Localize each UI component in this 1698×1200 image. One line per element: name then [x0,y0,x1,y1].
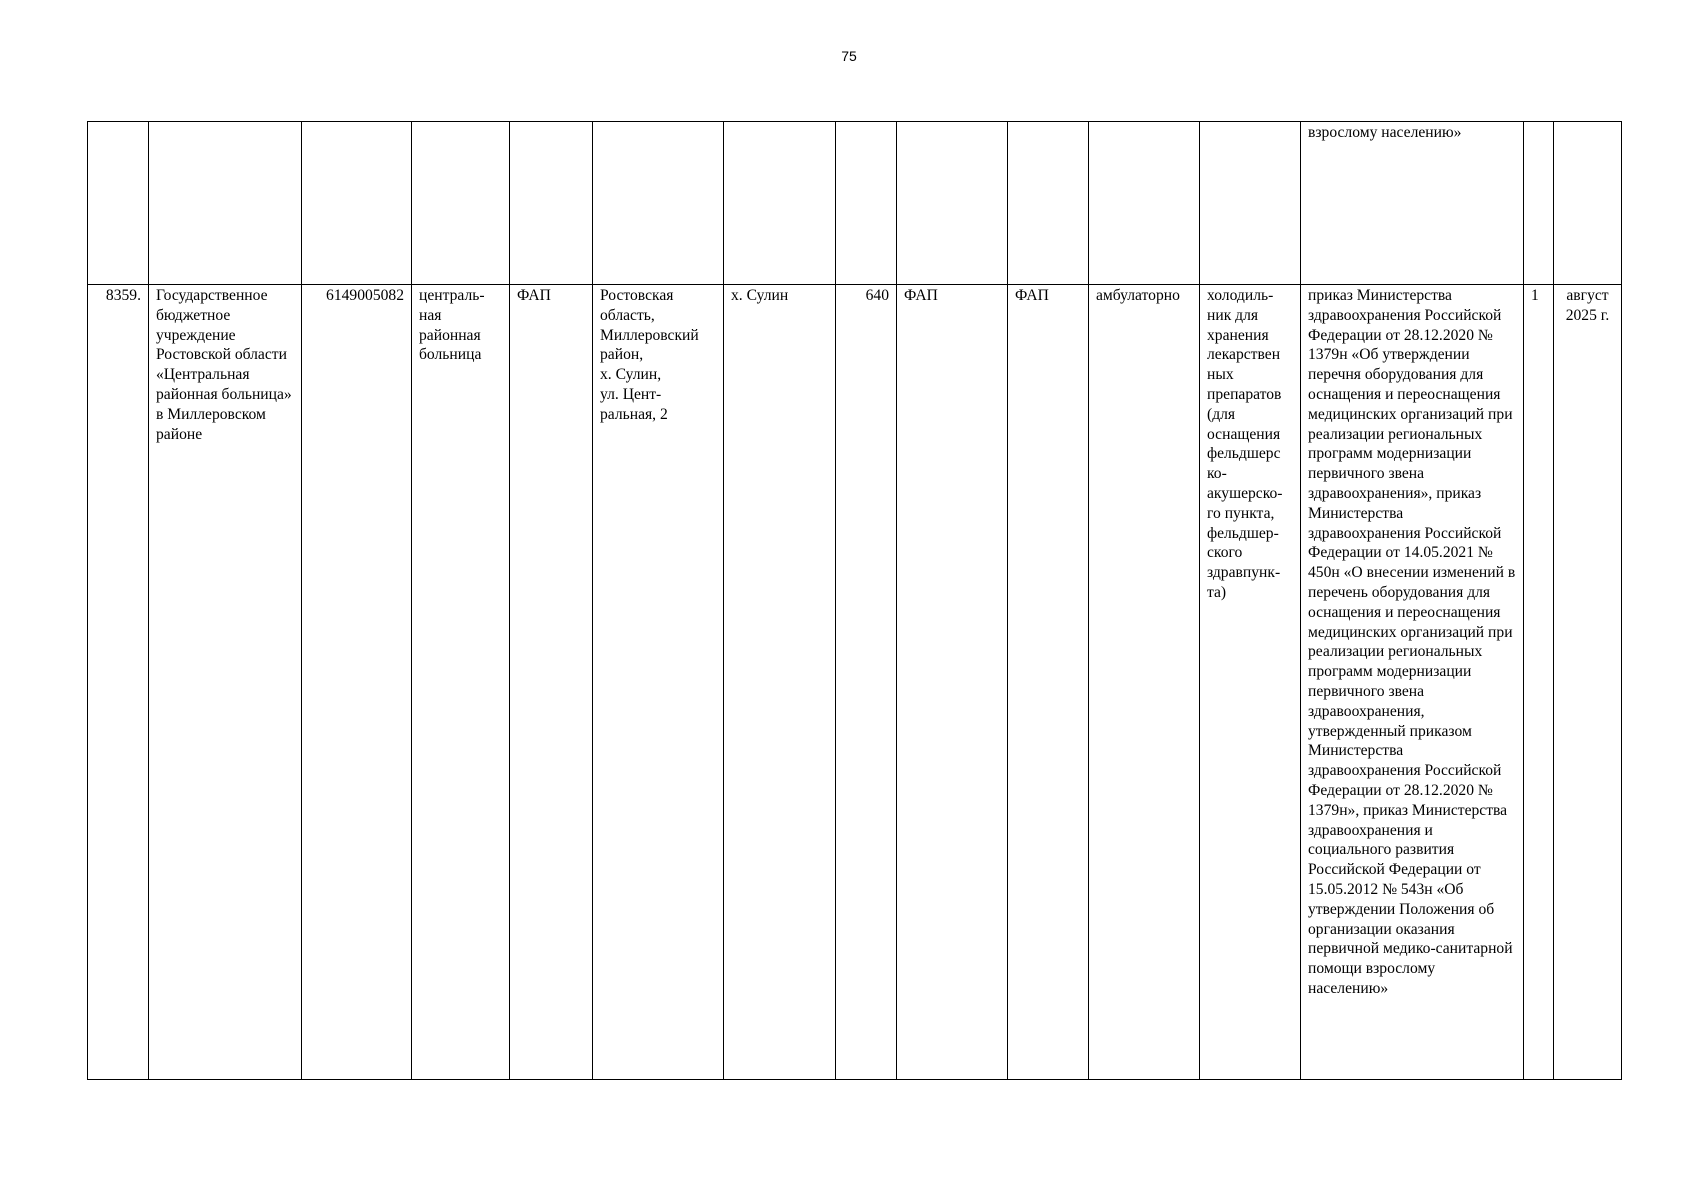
cell-current-type [897,122,1008,285]
cell-legal-basis: взрослому населению» [1301,122,1524,285]
cell-population: 640 [836,285,897,1080]
cell-organization: Государственное бюджетное учреждение Ростовской области «Центральная районная больница» в Миллеровском районе [149,285,302,1080]
cell-settlement [724,122,836,285]
cell-address: Ростовская область, Миллеровский район, х. Сулин, ул. Цент- ральная, 2 [593,285,724,1080]
cell-deadline: август 2025 г. [1554,285,1622,1080]
cell-facility-type [510,122,593,285]
cell-care-mode: амбулаторно [1089,285,1200,1080]
cell-inn [302,122,412,285]
cell-quantity: 1 [1524,285,1554,1080]
cell-organization [149,122,302,285]
cell-legal-basis: приказ Министерства здравоохранения Российской Федерации от 28.12.2020 № 1379н «Об утверждении перечня оборудования для оснащения и переоснащения медицинских организаций при реализации региональных программ модернизации первичного звена здравоохранения», приказ Министерства здравоохранения Российской Федерации от 14.05.2021 № 450н «О внесении изменений в перечень оборудования для оснащения и переоснащения медицинских организаций при реализации региональных программ модернизации первичного звена здравоохранения, утвержденный приказом Министерства здравоохранения Российской Федерации от 28.12.2020 № 1379н», приказ Министерства здравоохранения и социального развития Российской Федерации от 15.05.2012 № 543н «Об утверждении Положения об организации оказания первичной медико-санитарной помощи взрослому населению» [1301,285,1524,1080]
cell-inn: 6149005082 [302,285,412,1080]
cell-planned-type [1008,122,1089,285]
cell-no [88,122,149,285]
cell-deadline [1554,122,1622,285]
cell-equipment: холодиль- ник для хранения лекарствен ных препаратов (для оснащения фельдшерс ко- акушерско- го пункта, фельдшер- ского здравпунк- та) [1200,285,1301,1080]
table-row [88,285,1622,1080]
table-row-continued [88,122,1622,285]
cell-care-mode [1089,122,1200,285]
cell-planned-type: ФАП [1008,285,1089,1080]
cell-no: 8359. [88,285,149,1080]
cell-settlement: х. Сулин [724,285,836,1080]
cell-org-type: централь- ная районная больница [412,285,510,1080]
cell-equipment [1200,122,1301,285]
cell-quantity [1524,122,1554,285]
cell-org-type [412,122,510,285]
page-number: 75 [841,48,857,64]
equipment-table [87,121,1622,1080]
cell-current-type: ФАП [897,285,1008,1080]
cell-address [593,122,724,285]
cell-population [836,122,897,285]
cell-facility-type: ФАП [510,285,593,1080]
